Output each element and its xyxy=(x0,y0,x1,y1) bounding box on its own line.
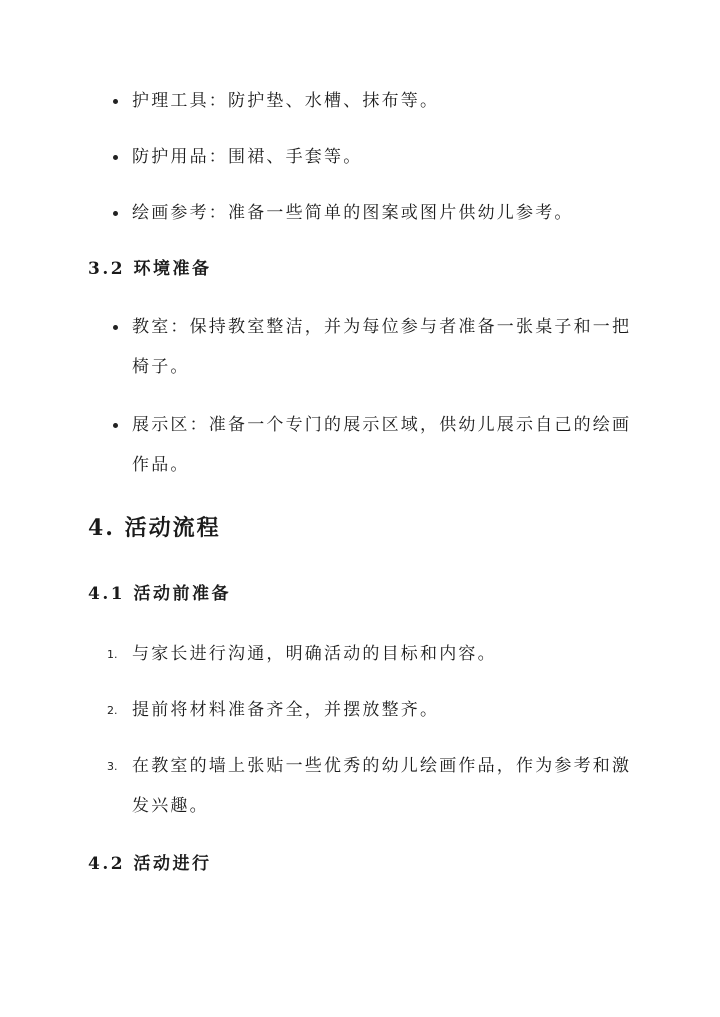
list-number: 3. xyxy=(107,760,118,773)
list-item-text: 提前将材料准备齐全，并摆放整齐。 xyxy=(132,700,440,720)
section-heading-3-2: 3.2 环境准备 xyxy=(88,259,212,279)
bullet-icon xyxy=(113,155,118,160)
bullet-icon xyxy=(113,325,118,330)
list-item-text-continued: 作品。 xyxy=(132,455,190,475)
list-number: 2. xyxy=(107,704,118,717)
list-item-text: 教室：保持教室整洁，并为每位参与者准备一张桌子和一把 xyxy=(132,317,632,337)
section-heading-4-1: 4.1 活动前准备 xyxy=(88,584,231,604)
section-heading-4-2: 4.2 活动进行 xyxy=(88,854,212,874)
bullet-icon xyxy=(113,423,118,428)
list-item-text: 与家长进行沟通，明确活动的目标和内容。 xyxy=(132,644,497,664)
list-item-text: 展示区：准备一个专门的展示区域，供幼儿展示自己的绘画 xyxy=(132,415,632,435)
list-item-text-continued: 椅子。 xyxy=(132,357,190,377)
bullet-icon xyxy=(113,211,118,216)
list-item-text: 在教室的墙上张贴一些优秀的幼儿绘画作品，作为参考和激 xyxy=(132,756,632,776)
list-item-text-continued: 发兴趣。 xyxy=(132,796,209,816)
list-item-text: 防护用品：围裙、手套等。 xyxy=(132,147,363,167)
list-number: 1. xyxy=(107,648,118,661)
list-item-text: 护理工具：防护垫、水槽、抹布等。 xyxy=(132,91,440,111)
list-item-text: 绘画参考：准备一些简单的图案或图片供幼儿参考。 xyxy=(132,203,574,223)
bullet-icon xyxy=(113,99,118,104)
section-heading-4: 4. 活动流程 xyxy=(88,515,221,541)
